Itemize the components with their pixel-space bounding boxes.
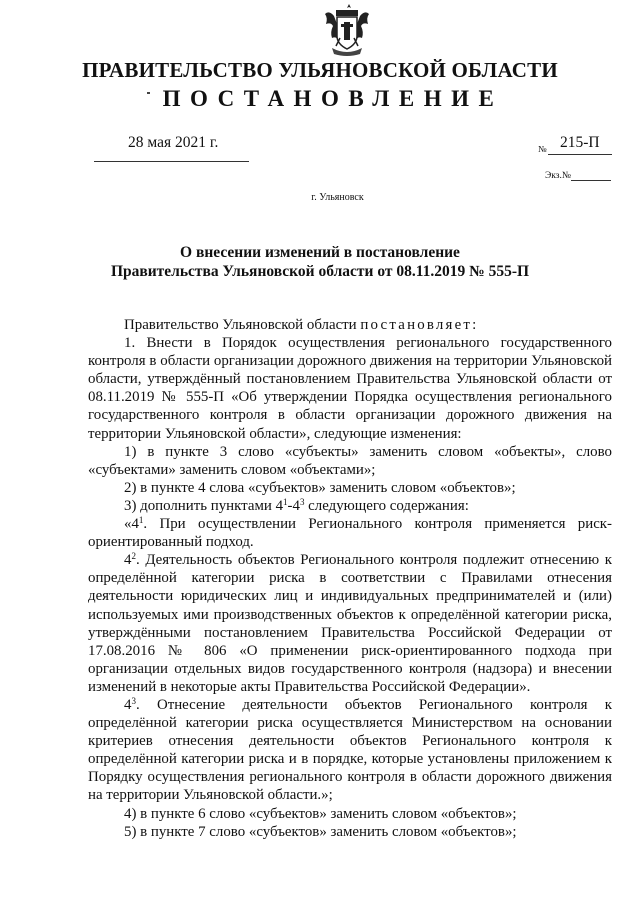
p7-text-b: . Отнесение деятельности объектов Регионального контроля к определённой категории риска осуществляется Министерством на основании критериев отнесения деятельности объектов Регионального контроля к определённой категории риска и в порядке, которые установлены приложением к Порядку осуществления регионального контроля в области дорожного движения на территории Ульяновской области.»; [88,696,612,804]
p4-text-a: 3) дополнить пунктами 4 [124,497,284,514]
copy-number-underline [571,180,611,181]
p5-text-a: «4 [124,516,139,533]
p4-sup-2: 3 [299,496,305,507]
p6-text-a: 4 [124,552,132,569]
p7-sup: 3 [131,695,136,706]
document-type: ПОСТАНОВЛЕНИЕ [162,86,504,111]
title-line-2: Правительства Ульяновской области от 08.11.2019 № 555-П [110,262,530,280]
copy-number-label: Экз.№ [545,171,571,181]
p6-text-b: . Деятельность объектов Регионального контроля подлежит отнесению к определённой категории риска в соответствии с Правилами отнесения деятельности юридических лиц и индивидуальных предпринимателей и (или) используемых ими производственных объектов к определённой категории риска, утверждёнными постановлением Правительства Российской Федерации от 17.08.2016 № 806 «О применении риск-ориентированного подхода при организации отдельных видов государственного контроля (надзора) и внесении изменений в некоторые акты Правительства Российской Федерации». [88,552,612,695]
intro-paragraph [88,316,612,334]
city-name: г. Ульяновск [311,192,364,203]
paragraph-1: 1. Внести в Порядок осуществления регионального государственного контроля в области организации дорожного движения на территории Ульяновской области, утверждённый постановлением Правительства Ульяновской области от 08.11.2019 № 555-П «Об утверждении Порядка осуществления регионального государственного контроля в области организации дорожного движения на территории Ульяновской области», следующие изменения: [88,335,612,442]
document-body [88,316,612,841]
document-number-block [538,134,612,156]
p7-text-a: 4 [124,696,132,713]
paragraph-5 [88,515,612,551]
p5-text-b: . При осуществлении Регионального контроля применяется риск-ориентированный подход. [88,516,612,551]
paragraph-8: 4) в пункте 6 слово «субъектов» заменить словом «объектов»; [124,805,517,822]
p6-sup: 2 [131,551,136,562]
paragraph-3: 2) в пункте 4 слова «субъектов» заменить словом «объектов»; [124,479,516,496]
p4-text-c: следующего содержания: [304,497,469,514]
p4-text-b: -4 [287,497,300,514]
paragraph-2: 1) в пункте 3 слово «субъекты» заменить словом «объекты», слово «субъектами» заменить словом «объектами»; [88,443,612,478]
document-date: 28 мая 2021 г. [128,134,219,151]
paragraph-4 [88,497,612,515]
p5-sup: 1 [138,515,144,526]
intro-verb: постановляет: [360,317,479,333]
document-number: 215-П [560,134,600,151]
number-underline [548,154,612,155]
organization-name: ПРАВИТЕЛЬСТВО УЛЬЯНОВСКОЙ ОБЛАСТИ [82,58,558,82]
number-sign: № [538,144,547,154]
coat-of-arms-icon [322,2,372,58]
paragraph-7 [88,696,612,805]
paragraph-9: 5) в пункте 7 слово «субъектов» заменить словом «объектов»; [124,823,517,840]
date-underline [94,161,249,162]
paragraph-6 [88,551,612,696]
document-title [0,244,640,281]
p4-sup-1: 1 [283,496,288,507]
title-line-1: О внесении изменений в постановление [180,244,460,261]
intro-text: Правительство Ульяновской области [124,317,361,333]
